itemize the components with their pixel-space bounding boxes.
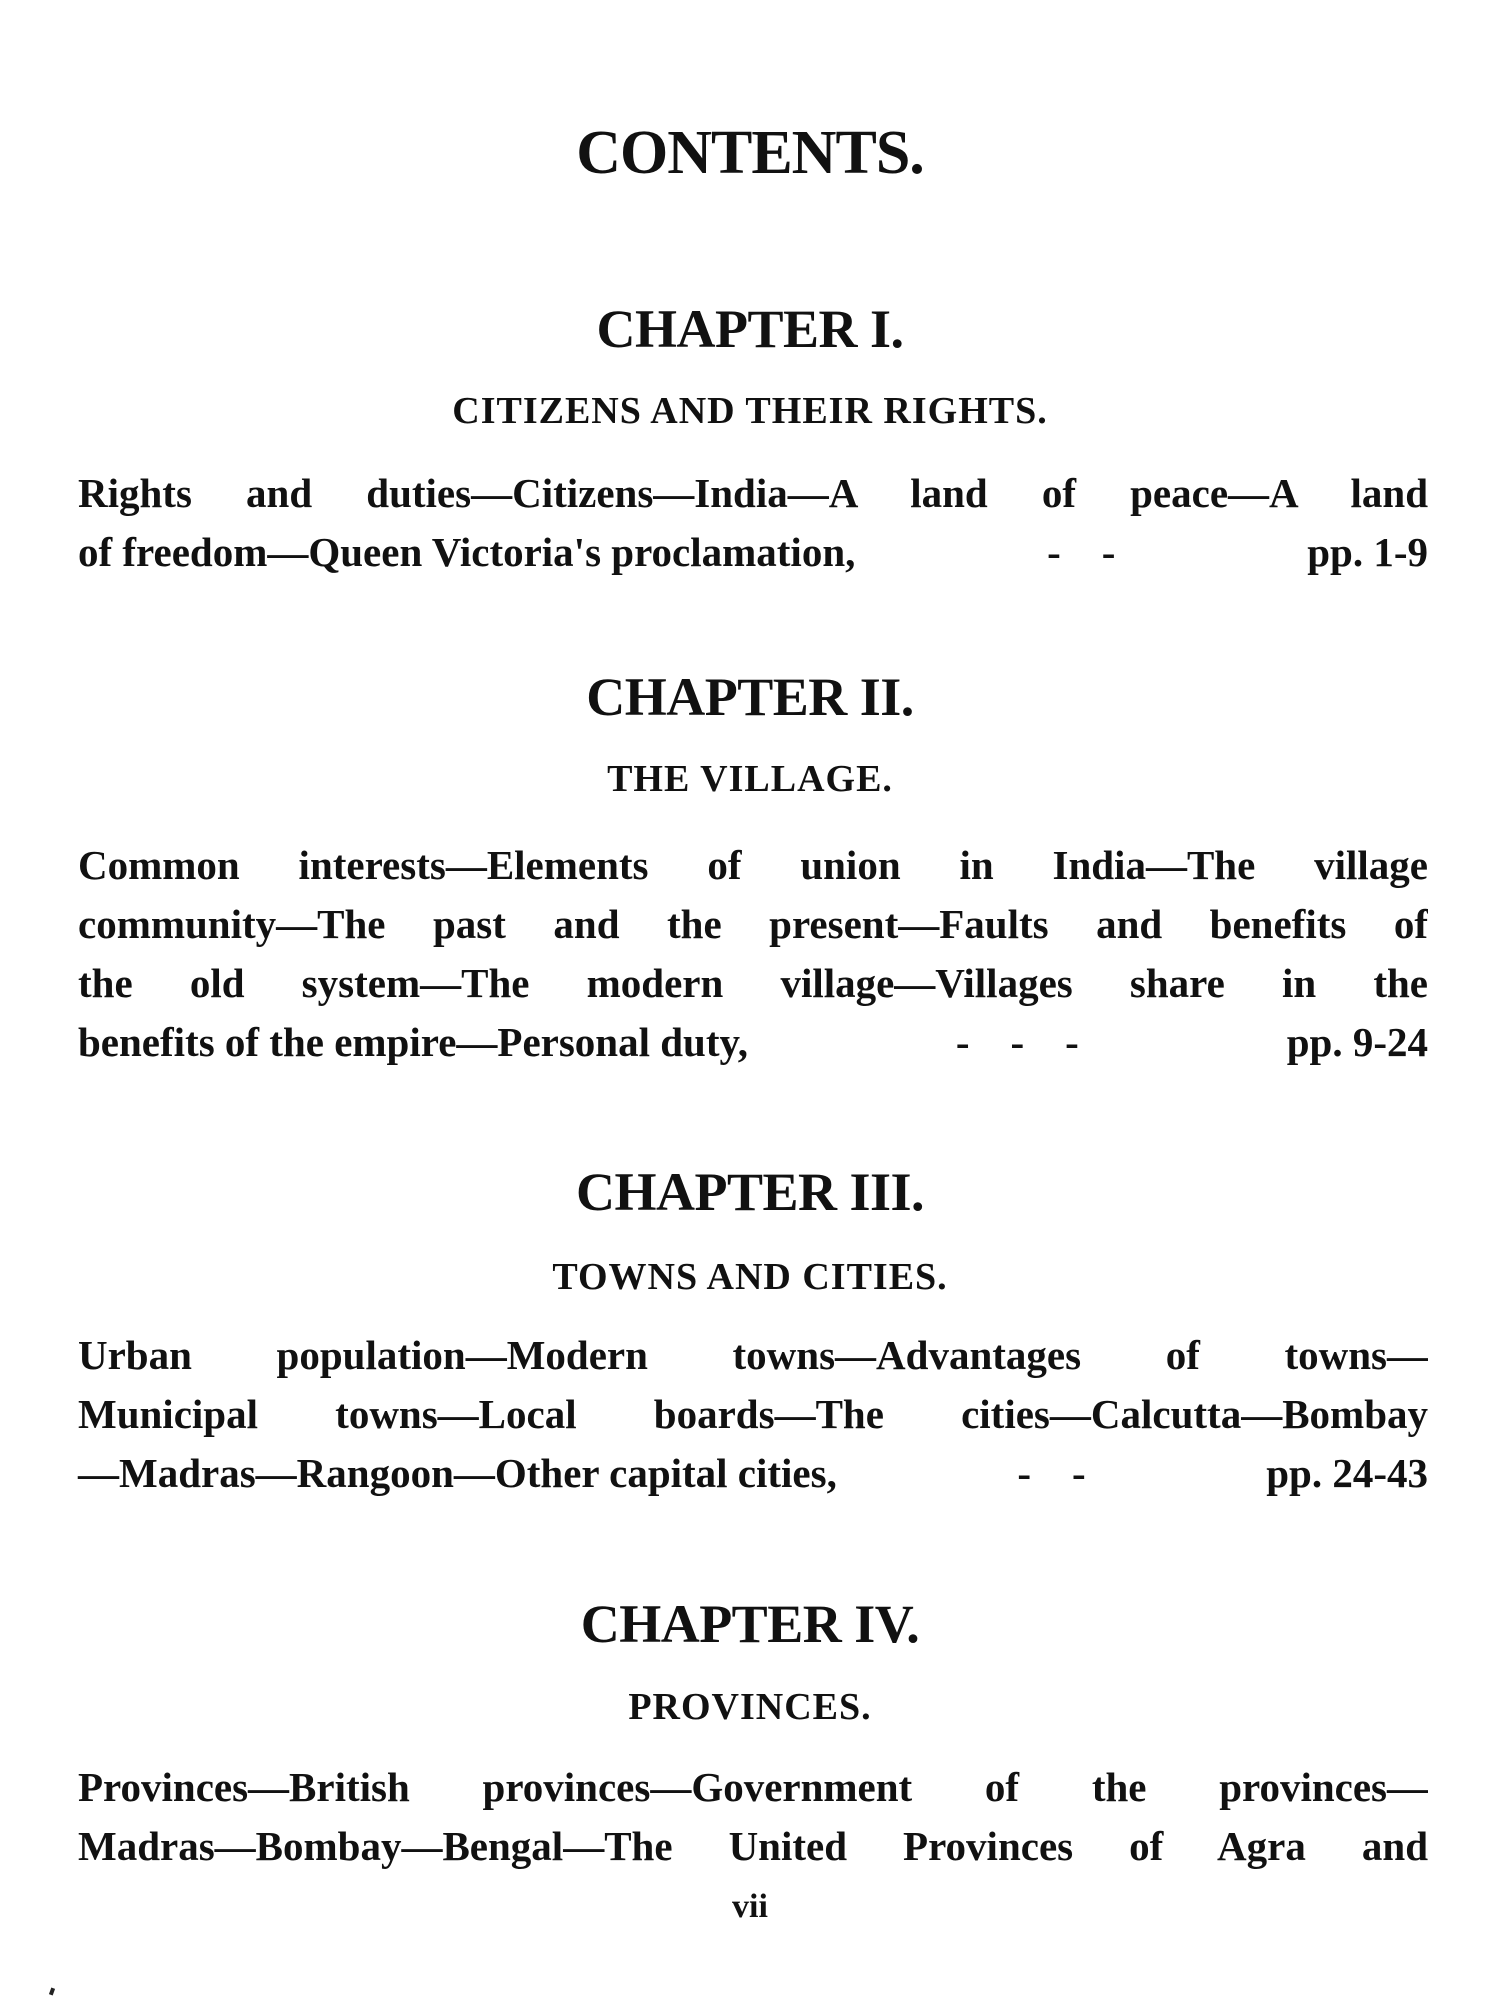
summary-line: Common interests—Elements of union in India—The village	[78, 842, 1428, 888]
summary-line: Municipal towns—Local boards—The cities—Calcutta—Bombay	[78, 1391, 1428, 1437]
page-range: pp. 1-9	[1307, 529, 1428, 575]
chapter-subtitle: TOWNS AND CITIES.	[552, 1256, 948, 1298]
print-speck	[49, 1988, 55, 1996]
page-range: pp. 9-24	[1286, 1019, 1428, 1065]
chapter-heading: CHAPTER III.	[575, 1162, 925, 1222]
dot-leader: - -	[1047, 529, 1116, 575]
summary-line: —Madras—Rangoon—Other capital cities,	[78, 1450, 837, 1496]
summary-line: Urban population—Modern towns—Advantages of towns—	[78, 1332, 1428, 1378]
summary-line: community—The past and the present—Faults and benefits of	[78, 901, 1428, 947]
summary-line: Rights and duties—Citizens—India—A land of peace—A land	[78, 470, 1428, 516]
dot-leader: - - -	[955, 1019, 1079, 1065]
chapter-summary	[78, 836, 1428, 1072]
chapter-summary	[78, 1758, 1428, 1876]
chapter-heading: CHAPTER I.	[596, 299, 904, 359]
summary-line: Provinces—British provinces—Government of the provinces—	[78, 1764, 1428, 1810]
summary-last-line	[78, 523, 1428, 582]
chapter-subtitle: CITIZENS AND THEIR RIGHTS.	[452, 390, 1048, 432]
summary-line: benefits of the empire—Personal duty,	[78, 1019, 748, 1065]
chapter-heading: CHAPTER II.	[586, 667, 914, 727]
summary-line: the old system—The modern village—Villages share in the	[78, 960, 1428, 1006]
page-title: CONTENTS.	[576, 119, 924, 187]
chapter-subtitle: PROVINCES.	[628, 1686, 872, 1728]
chapter-heading: CHAPTER IV.	[580, 1594, 920, 1654]
page-number: vii	[732, 1888, 768, 1925]
chapter-summary	[78, 464, 1428, 582]
chapter-subtitle: THE VILLAGE.	[607, 758, 893, 800]
summary-last-line	[78, 1444, 1428, 1503]
dot-leader: - -	[1017, 1450, 1086, 1496]
summary-last-line	[78, 1013, 1428, 1072]
summary-line: of freedom—Queen Victoria's proclamation,	[78, 529, 856, 575]
chapter-summary	[78, 1326, 1428, 1503]
page-range: pp. 24-43	[1266, 1450, 1428, 1496]
summary-line: Madras—Bombay—Bengal—The United Provinces of Agra and	[78, 1823, 1428, 1869]
